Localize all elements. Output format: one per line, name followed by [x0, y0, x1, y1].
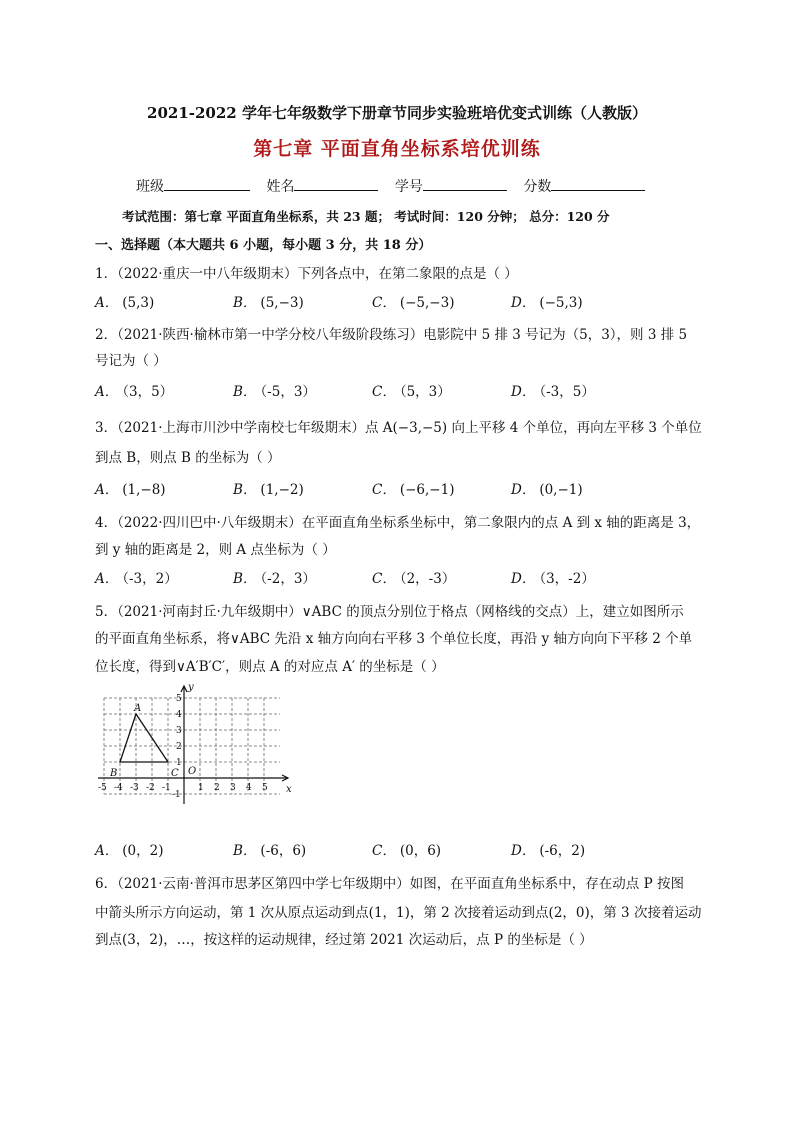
question-5-stem-line-3: 位长度，得到∨A′B′C′，则点 A 的对应点 A′ 的坐标是（ ）	[95, 659, 445, 675]
x-tick-label: -3	[130, 783, 139, 793]
origin-label: O	[188, 766, 197, 777]
point-c-label: C	[171, 768, 179, 779]
grid-lines	[104, 698, 280, 794]
score-label: 分数	[523, 179, 552, 195]
name-blank[interactable]	[294, 176, 378, 191]
y-tick-label: 4	[176, 710, 182, 720]
option-c[interactable]: C． （5，3）	[372, 384, 451, 400]
question-6-stem-line-1: 6．（2021·云南·普洱市思茅区第四中学七年级期中）如图，在平面直角坐标系中，存在动点 P 按图	[95, 876, 684, 892]
x-tick-label: -1	[162, 783, 171, 793]
option-b[interactable]: B． (-6，6)	[233, 843, 307, 859]
question-5-stem-line-2: 的平面直角坐标系，将∨ABC 先沿 x 轴方向向右平移 3 个单位长度，再沿 y 轴方向向下平移 2 个单	[95, 631, 693, 647]
option-b[interactable]: B． （-5，3）	[233, 384, 316, 400]
student-id-blank[interactable]	[423, 176, 507, 191]
option-d[interactable]: D． (-6，2)	[511, 843, 586, 859]
option-b[interactable]: B． (5,−3)	[233, 295, 304, 311]
x-tick-label: -5	[98, 783, 107, 793]
exam-scope: 考试范围：第七章 平面直角坐标系，共 23 题； 考试时间：120 分钟； 总分：120 分	[122, 209, 610, 224]
triangle-abc	[120, 714, 168, 762]
student-info-row	[136, 176, 657, 196]
option-a[interactable]: A． (0，2)	[95, 843, 164, 859]
score-blank[interactable]	[551, 176, 645, 191]
question-6-stem-line-3: 到点(3，2)，…，按这样的运动规律，经过第 2021 次运动后，点 P 的坐标是（ ）	[95, 932, 593, 948]
x-tick-label: 4	[246, 783, 252, 793]
class-label: 班级	[136, 179, 164, 195]
y-tick-label: 5	[176, 694, 182, 704]
x-tick-label: 3	[230, 783, 236, 793]
name-label: 姓名	[266, 179, 295, 195]
option-a[interactable]: A． (5,3)	[95, 295, 155, 311]
y-tick-label: 3	[176, 726, 182, 736]
question-2-stem-line-2: 号记为（ ）	[95, 353, 167, 369]
class-blank[interactable]	[164, 176, 250, 191]
y-axis-label: y	[188, 682, 194, 693]
option-c[interactable]: C． (−6,−1)	[372, 482, 455, 498]
option-b[interactable]: B． （-2，3）	[233, 571, 316, 587]
option-c[interactable]: C． (0，6)	[372, 843, 442, 859]
question-4-stem-line-1: 4．（2022·四川巴中·八年级期末）在平面直角坐标系坐标中，第二象限内的点 A 到 x 轴的距离是 3，	[95, 515, 701, 531]
section-heading: 一、选择题（本大题共 6 小题，每小题 3 分，共 18 分）	[95, 238, 432, 253]
question-2-stem-line-1: 2．（2021·陕西·榆林市第一中学分校八年级阶段练习）电影院中 5 排 3 号记为（5，3），则 3 排 5	[95, 327, 688, 343]
x-tick-label: -4	[114, 783, 123, 793]
option-d[interactable]: D． （3，-2）	[511, 571, 595, 587]
question-5-stem-line-1: 5．（2021·河南封丘·九年级期中）∨ABC 的顶点分别位于格点（网格线的交点）上，建立如图所示	[95, 604, 684, 620]
y-tick-label: -1	[172, 790, 181, 800]
option-d[interactable]: D． (0,−1)	[511, 482, 583, 498]
question-1-stem: 1．（2022·重庆一中八年级期末）下列各点中，在第二象限的点是（ ）	[95, 266, 518, 282]
x-tick-label: 1	[198, 783, 204, 793]
student-id-label: 学号	[394, 179, 423, 195]
question-3-stem-line-2: 到点 B，则点 B 的坐标为（ ）	[95, 450, 281, 466]
point-a-label: A	[134, 703, 142, 714]
option-d[interactable]: D． （-3，5）	[511, 384, 595, 400]
x-tick-label: -2	[146, 783, 155, 793]
question-3-stem-line-1: 3．（2021·上海市川沙中学南校七年级期末）点 A(−3,−5) 向上平移 4 个单位，再向左平移 3 个单位	[95, 420, 702, 436]
chapter-heading: 第七章 平面直角坐标系培优训练	[253, 138, 541, 160]
option-d[interactable]: D． (−5,3)	[511, 295, 583, 311]
question-4-stem-line-2: 到 y 轴的距离是 2，则 A 点坐标为（ ）	[95, 542, 336, 558]
option-c[interactable]: C． （2，-3）	[372, 571, 456, 587]
x-axis-label: x	[286, 784, 292, 795]
y-tick-label: 2	[176, 742, 182, 752]
worksheet-title: 2021-2022 学年七年级数学下册章节同步实验班培优变式训练（人教版）	[147, 104, 647, 122]
option-c[interactable]: C． (−5,−3)	[372, 295, 455, 311]
option-a[interactable]: A． (1,−8)	[95, 482, 166, 498]
question-6-stem-line-2: 中箭头所示方向运动，第 1 次从原点运动到点(1，1)，第 2 次接着运动到点(2，0)，第 3 次接着运动	[95, 905, 702, 921]
x-tick-label: 2	[214, 783, 220, 793]
x-tick-label: 5	[262, 783, 268, 793]
point-b-label: B	[110, 768, 118, 779]
y-tick-label: 1	[176, 758, 182, 768]
option-a[interactable]: A． （3，5）	[95, 384, 174, 400]
option-b[interactable]: B． (1,−2)	[233, 482, 304, 498]
coordinate-grid-figure	[96, 680, 300, 812]
option-a[interactable]: A． （-3，2）	[95, 571, 178, 587]
